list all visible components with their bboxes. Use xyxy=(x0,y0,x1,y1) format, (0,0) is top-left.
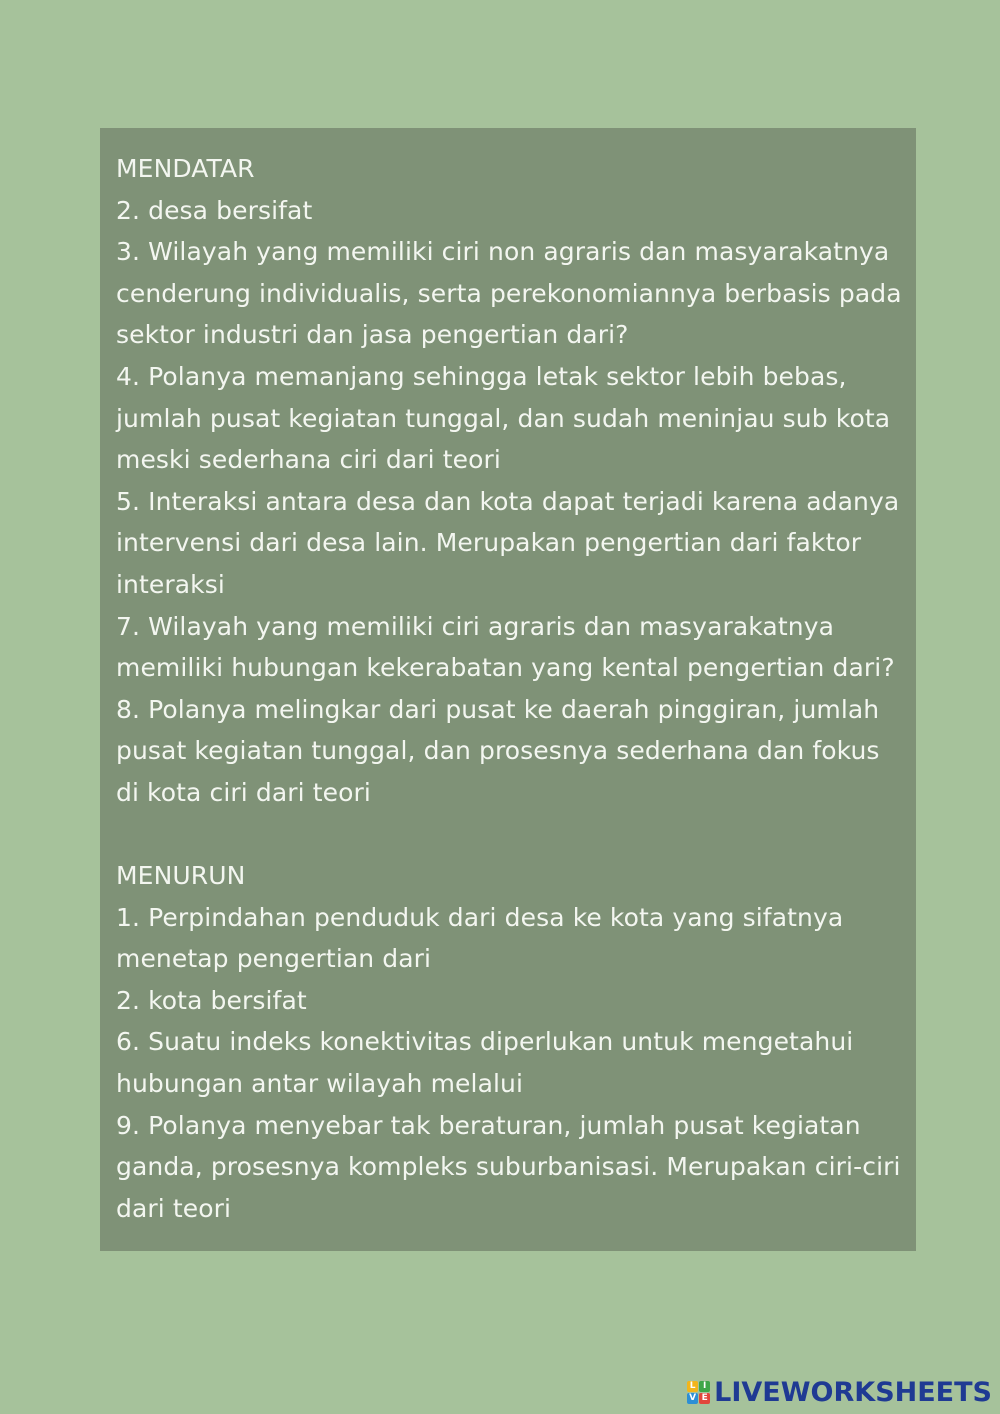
clue-line: 9. Polanya menyebar tak beraturan, jumlah pusat kegiatan xyxy=(116,1110,861,1140)
clue-line: 2. desa bersifat xyxy=(116,195,313,225)
questions-card xyxy=(100,128,916,1251)
clue-line: interaksi xyxy=(116,569,225,599)
clue-line: memiliki hubungan kekerabatan yang kental pengertian dari? xyxy=(116,653,895,683)
logo-letter: L xyxy=(687,1381,698,1392)
clue-line: pusat kegiatan tunggal, dan prosesnya sederhana dan fokus xyxy=(116,736,880,766)
clue-line: cenderung individualis, serta perekonomiannya berbasis pada xyxy=(116,278,902,308)
clue-line: sektor industri dan jasa pengertian dari? xyxy=(116,320,629,350)
clue-line: jumlah pusat kegiatan tunggal, dan sudah meninjau sub kota xyxy=(116,403,891,433)
clue-line: meski sederhana ciri dari teori xyxy=(116,445,501,475)
clue-line: 7. Wilayah yang memiliki ciri agraris dan masyarakatnya xyxy=(116,611,835,641)
clue-line: intervensi dari desa lain. Merupakan pengertian dari faktor xyxy=(116,528,862,558)
clue-line: hubungan antar wilayah melalui xyxy=(116,1069,524,1099)
clue-line: 3. Wilayah yang memiliki ciri non agraris dan masyarakatnya xyxy=(116,237,890,267)
section-spacer xyxy=(116,814,908,856)
clue-line: menetap pengertian dari xyxy=(116,944,432,974)
clue-line: 1. Perpindahan penduduk dari desa ke kota yang sifatnya xyxy=(116,902,844,932)
liveworksheets-logo[interactable] xyxy=(687,1377,992,1408)
liveworksheets-logo-mark-icon xyxy=(687,1381,710,1404)
clue-line: di kota ciri dari teori xyxy=(116,777,371,807)
logo-letter: V xyxy=(687,1393,698,1404)
liveworksheets-logo-text: LIVEWORKSHEETS xyxy=(714,1377,992,1408)
clue-line: 6. Suatu indeks konektivitas diperlukan untuk mengetahui xyxy=(116,1027,854,1057)
clue-line: 5. Interaksi antara desa dan kota dapat terjadi karena adanya xyxy=(116,486,900,516)
logo-letter: E xyxy=(699,1393,710,1404)
logo-letter: I xyxy=(699,1381,710,1392)
clue-line: ganda, prosesnya kompleks suburbanisasi. Merupakan ciri-ciri xyxy=(116,1152,901,1182)
clue-line: 8. Polanya melingkar dari pusat ke daerah pinggiran, jumlah xyxy=(116,694,880,724)
clue-line: 2. kota bersifat xyxy=(116,985,307,1015)
section-heading-menurun: MENURUN xyxy=(116,861,246,891)
clue-line: 4. Polanya memanjang sehingga letak sektor lebih bebas, xyxy=(116,361,847,391)
clue-line: dari teori xyxy=(116,1193,232,1223)
section-heading-mendatar: MENDATAR xyxy=(116,154,255,183)
